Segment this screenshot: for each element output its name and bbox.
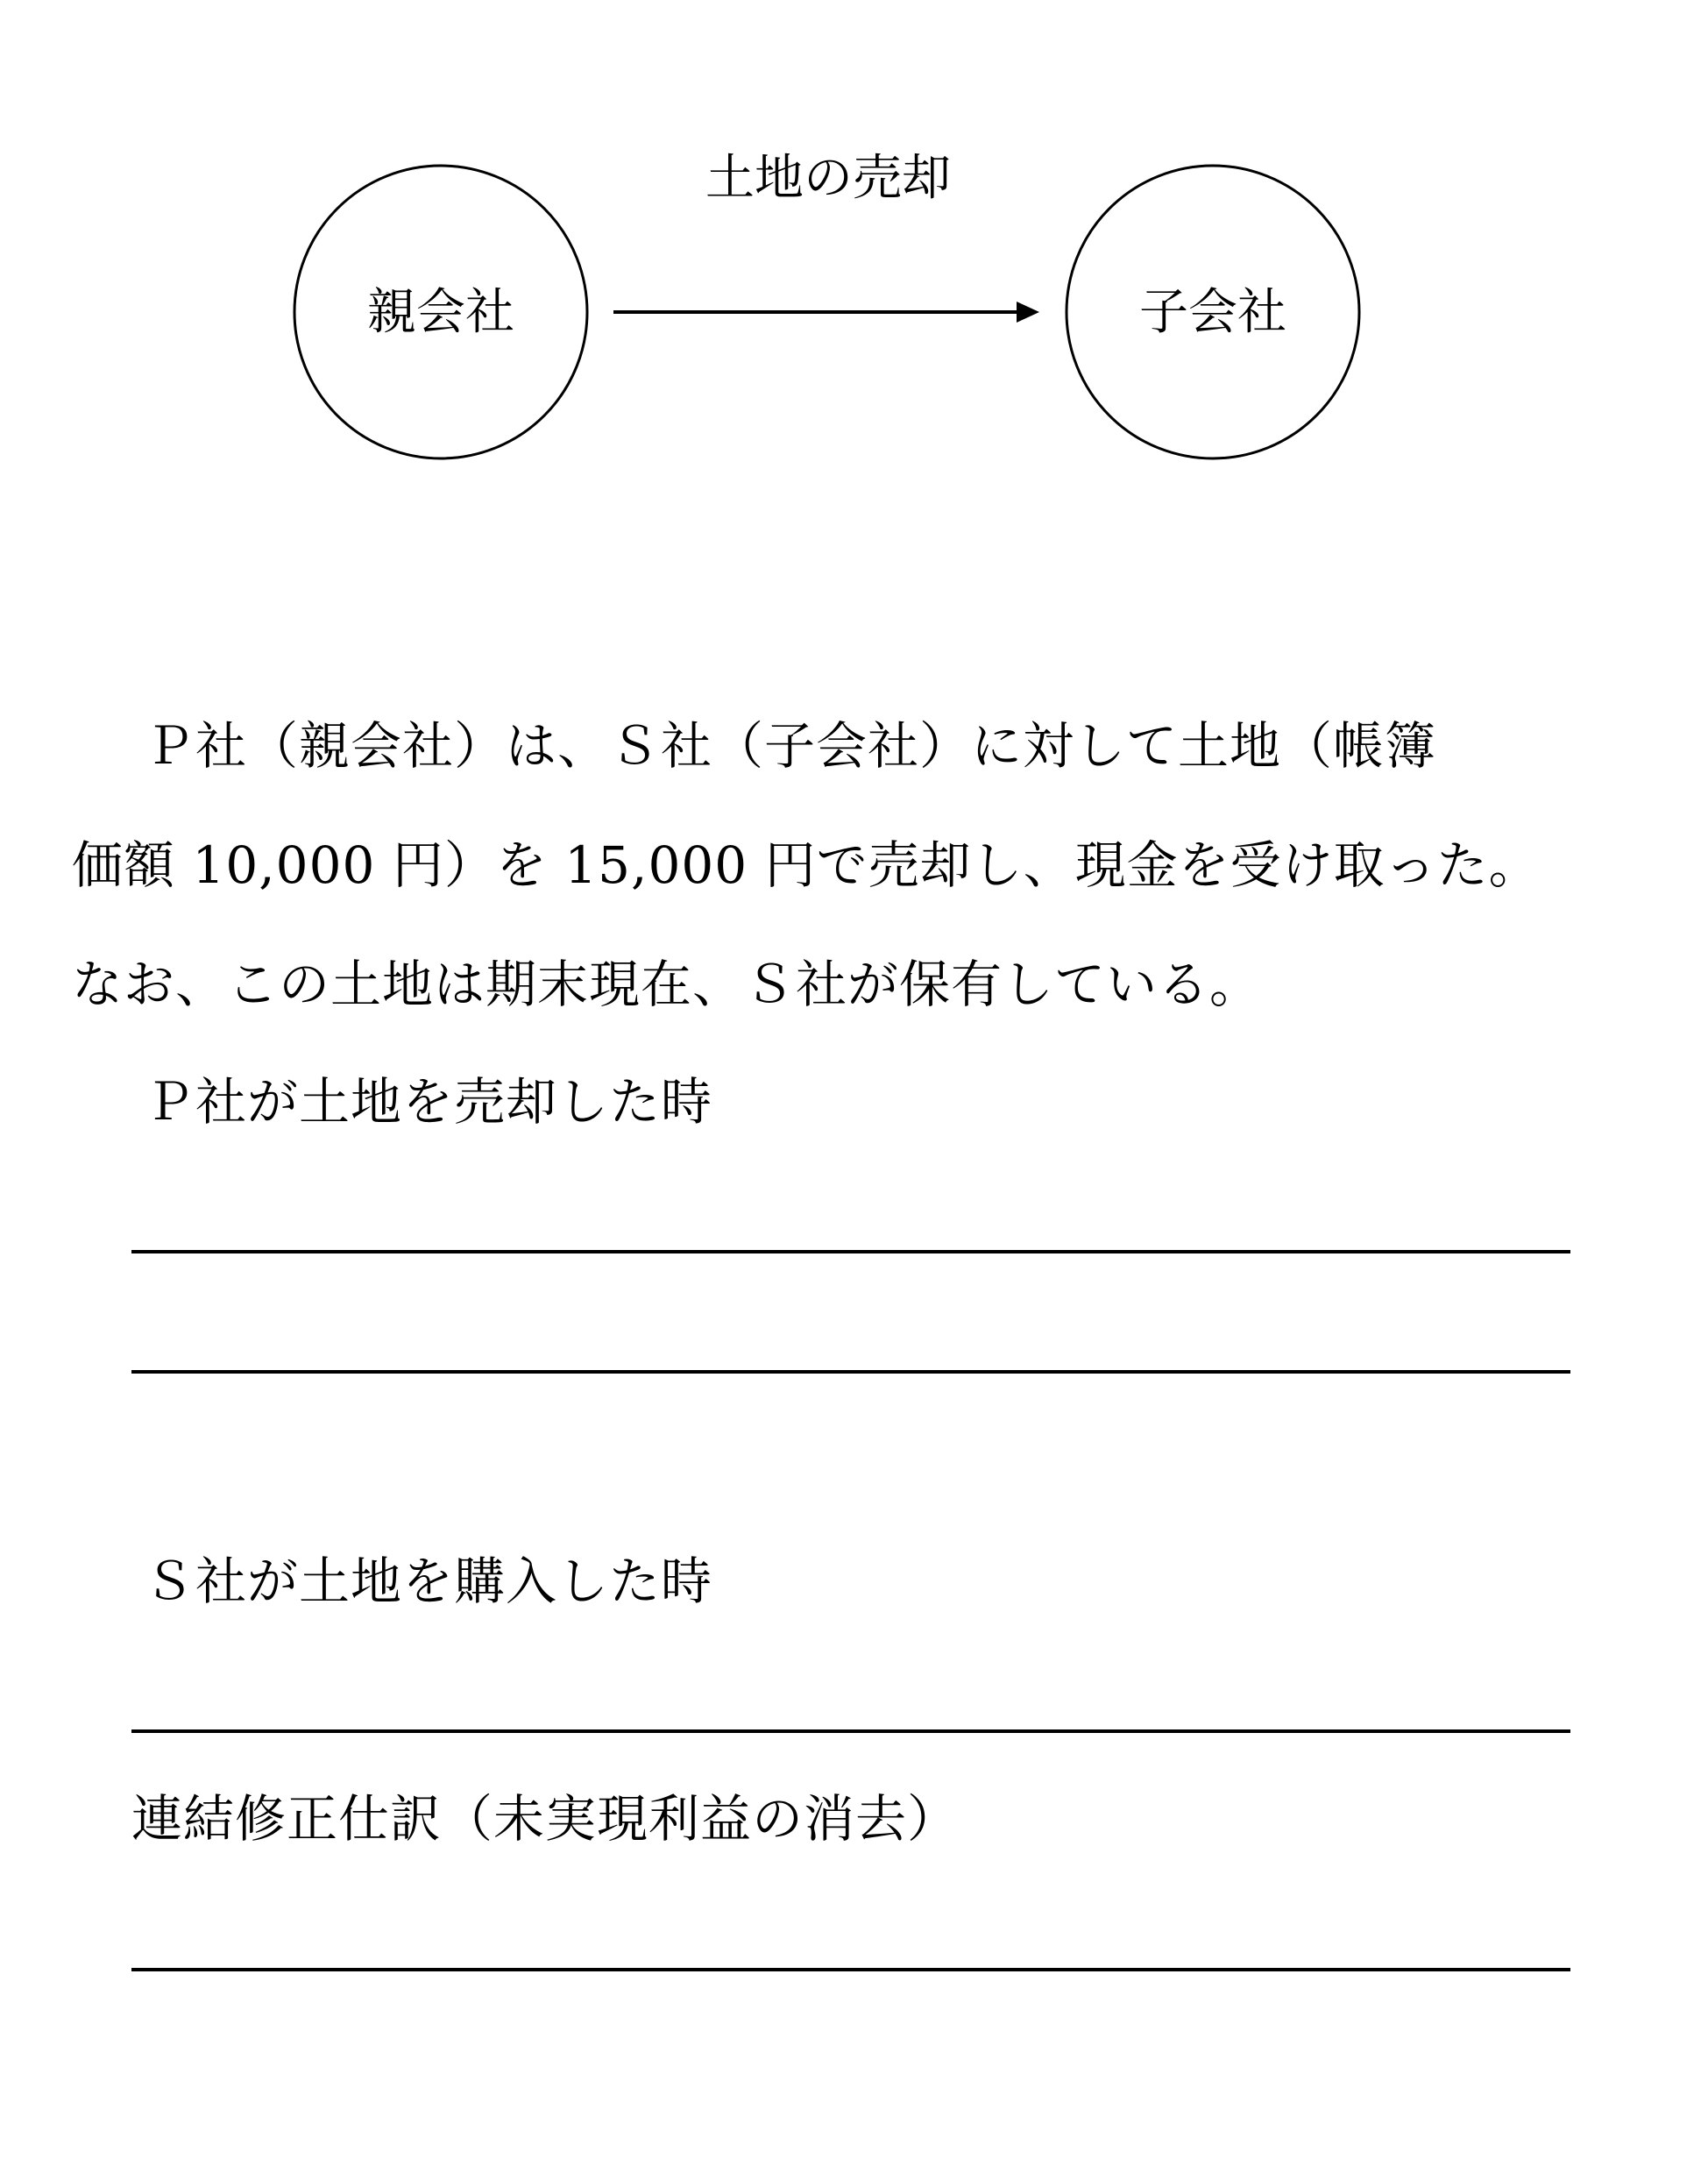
section-consolidation: 連結修正仕訳（未実現利益の消去） [131,1789,960,1849]
subsidiary-label: 子会社 [1139,284,1286,341]
section-s-purchase: Ｓ社が土地を購入した時 [144,1552,713,1611]
answer-line-p-1 [131,1250,1570,1253]
arrow-label: 土地の売却 [705,150,951,207]
section-p-sale: Ｐ社が土地を売却した時 [144,1072,713,1132]
transaction-diagram [0,0,1708,491]
sale-arrowhead [1017,302,1039,323]
parent-company-label: 親会社 [367,284,514,341]
problem-line-2: 価額 10,000 円）を 15,000 円で売却し、現金を受け取った。 [72,835,1541,895]
problem-line-1: Ｐ社（親会社）は、Ｓ社（子会社）に対して土地（帳簿 [144,716,1437,776]
answer-line-s [131,1729,1570,1733]
answer-line-p-2 [131,1370,1570,1374]
answer-line-consolidation [131,1968,1570,1971]
problem-line-3: なお、この土地は期末現在、Ｓ社が保有している。 [72,955,1262,1014]
